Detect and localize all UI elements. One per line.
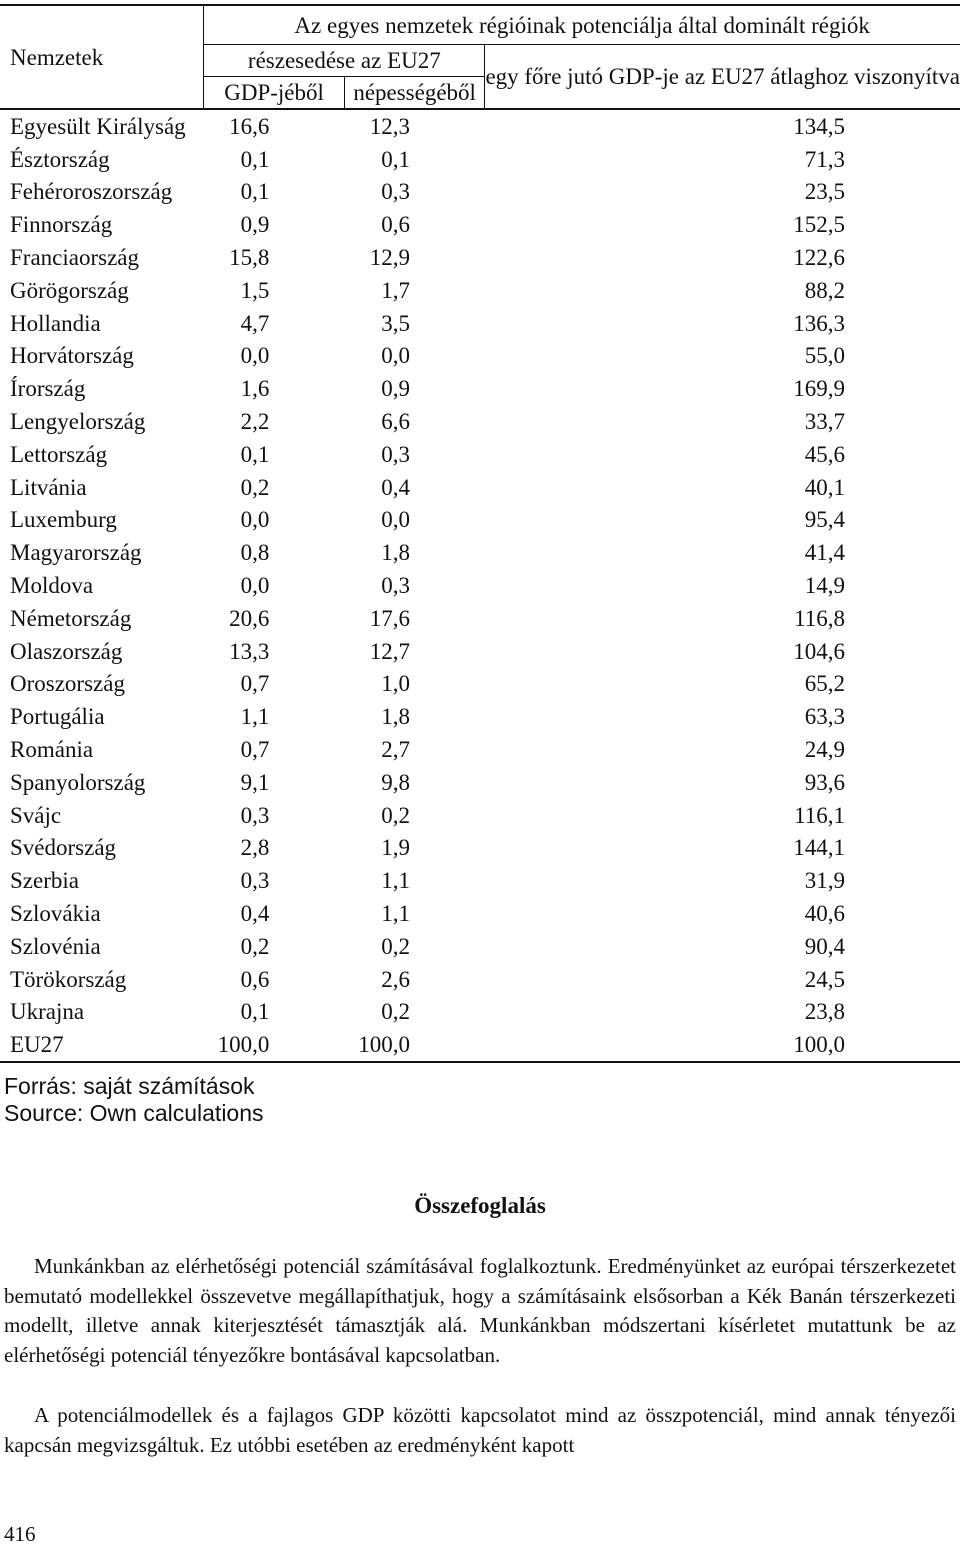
population-share-cell: 0,2 (381, 999, 410, 1025)
gdp-per-capita-cell: 93,6 (804, 769, 845, 795)
paragraph: Munkánkban az elérhetőségi potenciál számításával foglalkoztunk. Eredményünket az európai térszerkezetet bemutató modellekkel összevetve megállapíthatjuk, hogy a számításaink elsősorban a Kék Banán térszerkezeti modellt, illetve annak kiterjesztését támasztják alá. Munkánkban módszertani kísérletet mutattunk be az elérhetőségi potenciál tényezőkre bontásával kapcsolatban. (4, 1254, 956, 1367)
population-share-cell: 0,2 (381, 802, 410, 828)
table-row (0, 832, 960, 865)
population-share-cell: 1,7 (381, 277, 410, 303)
population-share-cell: 17,6 (369, 605, 410, 631)
population-share-cell: 0,6 (381, 212, 410, 238)
table-row (0, 176, 960, 209)
gdp-per-capita-cell: 88,2 (804, 277, 845, 303)
table-row (0, 668, 960, 701)
gdp-per-capita-cell: 23,8 (804, 999, 845, 1025)
table-row (0, 109, 960, 143)
table-row (0, 241, 960, 274)
nation-cell: Spanyolország (10, 769, 146, 795)
population-share-cell: 0,0 (381, 343, 410, 369)
source-hu: Forrás: saját számítások (4, 1073, 255, 1099)
population-share-cell: 0,2 (381, 933, 410, 959)
nation-cell: Litvánia (10, 474, 87, 500)
gdp-per-capita-cell: 23,5 (804, 179, 845, 205)
table-row (0, 897, 960, 930)
population-share-cell: 0,1 (381, 146, 410, 172)
gdp-share-cell: 0,1 (240, 179, 270, 205)
gdp-share-cell: 0,0 (240, 343, 270, 369)
gdp-share-cell: 0,0 (240, 507, 270, 533)
gdp-per-capita-cell: 122,6 (793, 245, 845, 271)
table-row (0, 996, 960, 1029)
nation-cell: Szerbia (10, 868, 79, 894)
nation-cell: Szlovénia (10, 933, 101, 959)
gdp-per-capita-cell: 24,5 (804, 966, 845, 992)
gdp-share-cell: 9,1 (240, 769, 270, 795)
nation-cell: Svájc (10, 802, 62, 828)
gdp-share-cell: 100,0 (204, 1028, 345, 1062)
nation-cell: Franciaország (10, 245, 139, 271)
table-row (0, 930, 960, 963)
nation-cell: Oroszország (10, 671, 125, 697)
population-share-cell: 0,0 (381, 507, 410, 533)
population-share-cell: 0,3 (381, 441, 410, 467)
gdp-share-cell: 1,1 (240, 704, 270, 730)
source-note (4, 1073, 264, 1127)
gdp-share-cell: 15,8 (229, 245, 270, 271)
gdp-per-capita-cell: 14,9 (804, 573, 845, 599)
gdp-share-cell: 20,6 (229, 605, 270, 631)
table-row (0, 405, 960, 438)
population-share-cell: 1,9 (381, 835, 410, 861)
gdp-per-capita-cell: 116,8 (794, 605, 845, 631)
gdp-per-capita-cell: 55,0 (804, 343, 845, 369)
gdp-per-capita-cell: 40,6 (804, 901, 845, 927)
nation-cell: Görögország (10, 277, 129, 303)
gdp-per-capita-cell: 152,5 (793, 212, 845, 238)
nation-cell: Luxemburg (10, 507, 117, 533)
gdp-share-cell: 0,2 (240, 933, 270, 959)
table-row (0, 307, 960, 340)
nation-cell: EU27 (0, 1028, 204, 1062)
paragraph: A potenciálmodellek és a fajlagos GDP közötti kapcsolatot mind az összpotenciál, mind annak tényezői kapcsán megvizsgáltuk. Ez utóbbi esetében az eredményként kapott (4, 1403, 956, 1457)
population-share-cell: 100,0 (344, 1028, 485, 1062)
gdp-share-cell: 0,7 (240, 671, 270, 697)
gdp-share-cell: 1,5 (240, 277, 270, 303)
table-row (0, 372, 960, 405)
population-share-cell: 2,7 (381, 737, 410, 763)
gdp-per-capita-cell: 71,3 (804, 146, 845, 172)
nation-cell: Moldova (10, 573, 94, 599)
population-share-cell: 1,1 (381, 868, 410, 894)
nation-cell: Horvátország (10, 343, 134, 369)
gdp-share-cell: 0,2 (240, 474, 270, 500)
page-number: 416 (4, 1522, 36, 1546)
source-en: Source: Own calculations (4, 1100, 264, 1126)
table-row (0, 635, 960, 668)
gdp-per-capita-cell: 31,9 (804, 868, 845, 894)
gdp-share-cell: 0,0 (240, 573, 270, 599)
gdp-share-cell: 0,8 (240, 540, 270, 566)
gdp-per-capita-cell: 65,2 (804, 671, 845, 697)
table-row (0, 208, 960, 241)
nation-cell: Magyarország (10, 540, 142, 566)
gdp-share-cell: 0,1 (240, 441, 270, 467)
nation-cell: Írország (10, 376, 86, 402)
nation-cell: Olaszország (10, 638, 123, 664)
gdp-share-cell: 0,3 (240, 868, 270, 894)
table-row (0, 471, 960, 504)
group-header: Az egyes nemzetek régióinak potenciálja által dominált régiók (204, 5, 960, 45)
gdp-per-capita-cell: 95,4 (804, 507, 845, 533)
nation-cell: Németország (10, 605, 132, 631)
gdp-per-capita-cell: 136,3 (793, 310, 845, 336)
table-row (0, 1028, 960, 1062)
gdp-per-capita-cell: 63,3 (804, 704, 845, 730)
gdp-per-capita-cell: 116,1 (794, 802, 845, 828)
table-row (0, 766, 960, 799)
population-share-cell: 12,9 (369, 245, 410, 271)
gdp-share-cell: 0,4 (240, 901, 270, 927)
gdp-share-cell: 16,6 (229, 113, 270, 139)
population-share-cell: 0,9 (381, 376, 410, 402)
table-body (0, 109, 960, 1062)
gdp-per-capita-cell: 40,1 (804, 474, 845, 500)
nation-cell: Fehéroroszország (10, 179, 173, 205)
table-row (0, 733, 960, 766)
gdp-per-capita-cell: 100,0 (485, 1028, 960, 1062)
nation-cell: Ukrajna (10, 999, 85, 1025)
nation-cell: Románia (10, 737, 94, 763)
nation-cell: Lengyelország (10, 409, 146, 435)
gdp-per-capita-cell: 33,7 (804, 409, 845, 435)
gdp-per-capita-cell: 24,9 (804, 737, 845, 763)
gdp-per-capita-cell: 90,4 (804, 933, 845, 959)
gdp-share-cell: 0,7 (240, 737, 270, 763)
population-share-cell: 2,6 (381, 966, 410, 992)
gdp-share-cell: 0,1 (240, 999, 270, 1025)
gdp-per-capita-cell: 169,9 (793, 376, 845, 402)
population-share-cell: 6,6 (381, 409, 410, 435)
share-header: részesedése az EU27 (204, 45, 485, 77)
gdp-per-capita-cell: 134,5 (793, 113, 845, 139)
gdp-share-cell: 0,9 (240, 212, 270, 238)
gdp-per-capita-header: egy főre jutó GDP-je az EU27 átlaghoz viszonyítva (485, 45, 960, 110)
population-share-cell: 9,8 (381, 769, 410, 795)
share-pop-header: népességéből (344, 77, 485, 110)
nation-cell: Törökország (10, 966, 127, 992)
gdp-share-cell: 0,1 (240, 146, 270, 172)
table-row (0, 700, 960, 733)
table-row (0, 864, 960, 897)
table-row (0, 963, 960, 996)
gdp-per-capita-cell: 144,1 (793, 835, 845, 861)
population-share-cell: 0,4 (381, 474, 410, 500)
table-row (0, 340, 960, 373)
share-gdp-header: GDP-jéből (204, 77, 345, 110)
nation-cell: Egyesült Királyság (10, 113, 186, 139)
population-share-cell: 1,8 (381, 540, 410, 566)
population-share-cell: 3,5 (381, 310, 410, 336)
gdp-share-cell: 2,2 (240, 409, 270, 435)
nation-column-header: Nemzetek (0, 5, 204, 109)
gdp-share-cell: 0,3 (240, 802, 270, 828)
nation-cell: Portugália (10, 704, 105, 730)
gdp-share-cell: 1,6 (240, 376, 270, 402)
nation-cell: Finnország (10, 212, 113, 238)
population-share-cell: 1,8 (381, 704, 410, 730)
gdp-share-cell: 2,8 (240, 835, 270, 861)
table-row (0, 799, 960, 832)
gdp-share-cell: 13,3 (229, 638, 270, 664)
table-row (0, 569, 960, 602)
gdp-share-cell: 0,6 (240, 966, 270, 992)
regional-dominance-table (0, 4, 960, 1063)
gdp-share-cell: 4,7 (240, 310, 270, 336)
table-row (0, 438, 960, 471)
population-share-cell: 0,3 (381, 573, 410, 599)
nation-cell: Svédország (10, 835, 117, 861)
table-row (0, 602, 960, 635)
population-share-cell: 1,1 (381, 901, 410, 927)
gdp-per-capita-cell: 45,6 (804, 441, 845, 467)
section-title: Összefoglalás (414, 1193, 546, 1218)
nation-cell: Észtország (10, 146, 110, 172)
table-row (0, 536, 960, 569)
population-share-cell: 1,0 (381, 671, 410, 697)
gdp-per-capita-cell: 41,4 (804, 540, 845, 566)
table-row (0, 274, 960, 307)
population-share-cell: 0,3 (381, 179, 410, 205)
gdp-per-capita-cell: 104,6 (793, 638, 845, 664)
table-row (0, 504, 960, 537)
nation-cell: Szlovákia (10, 901, 101, 927)
nation-cell: Hollandia (10, 310, 101, 336)
population-share-cell: 12,7 (369, 638, 410, 664)
population-share-cell: 12,3 (369, 113, 410, 139)
table-row (0, 143, 960, 176)
nation-cell: Lettország (10, 441, 108, 467)
